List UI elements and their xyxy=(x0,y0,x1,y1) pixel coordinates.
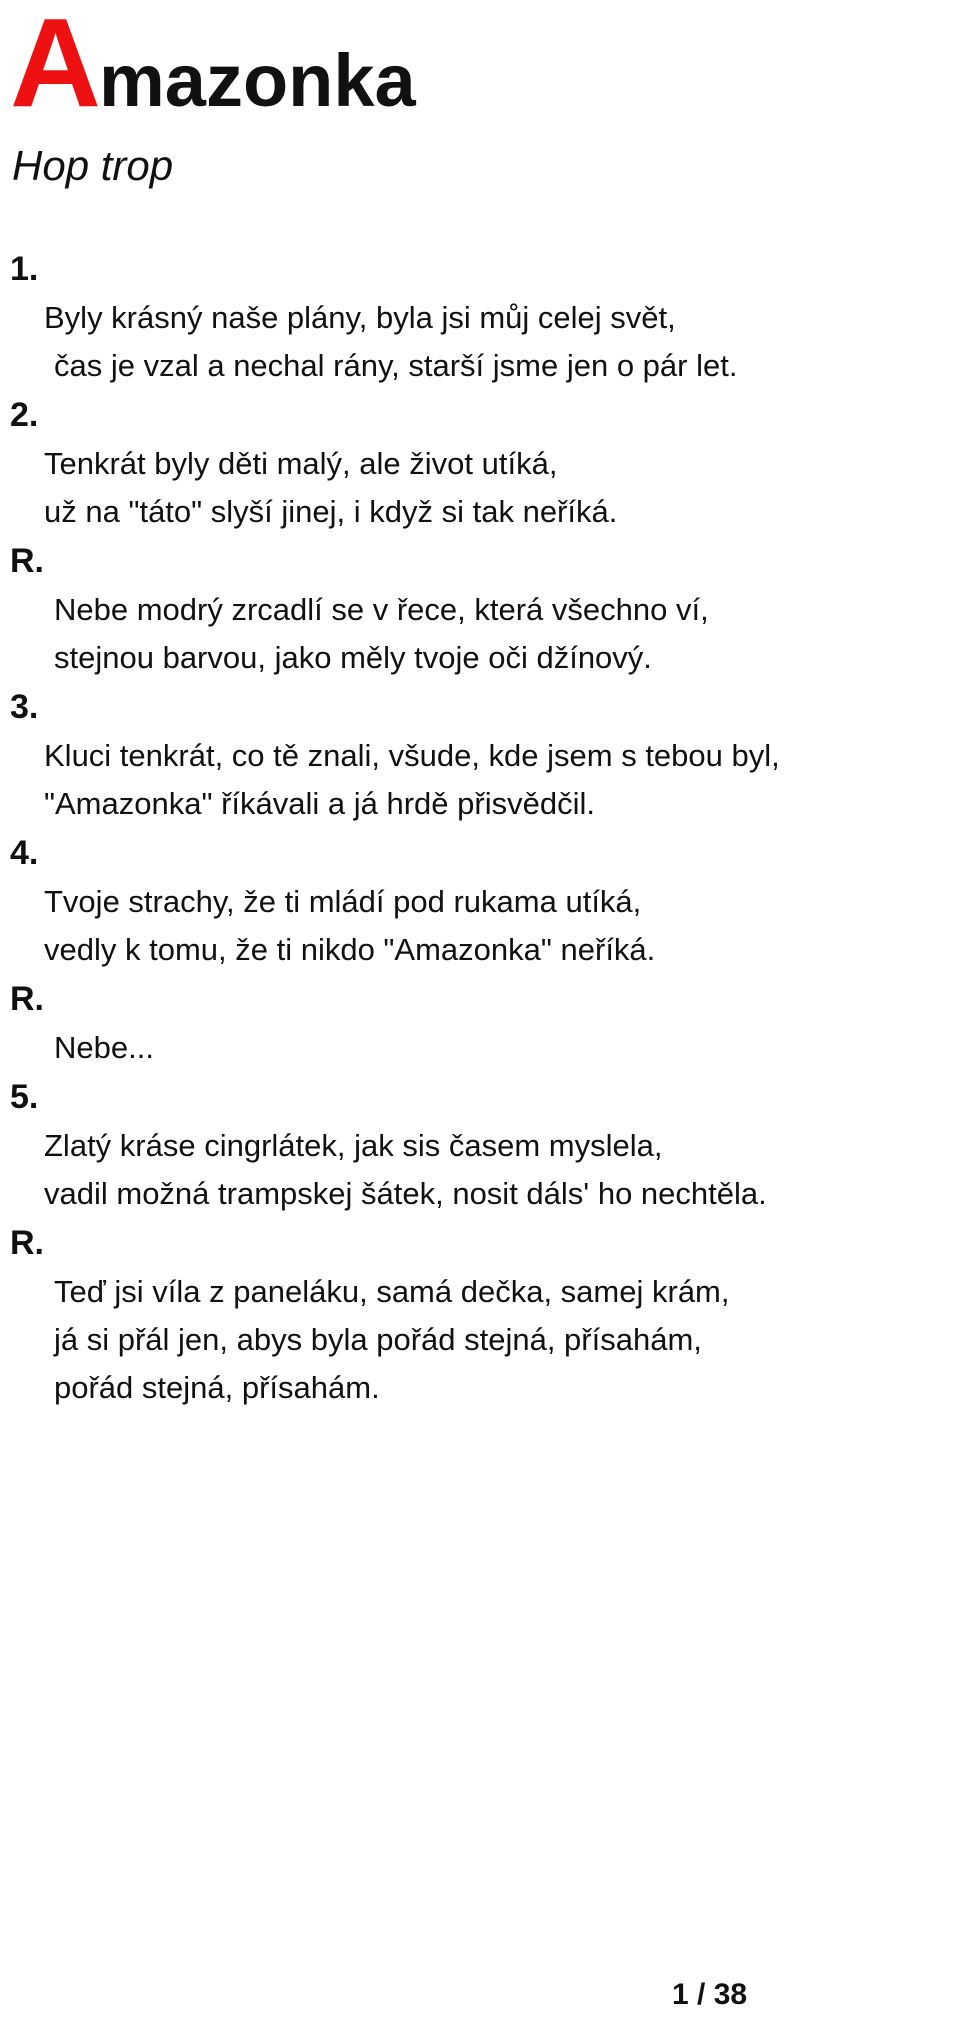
song-title xyxy=(10,0,416,133)
song-artist: Hop trop xyxy=(12,142,174,189)
page-number: 1 / 38 xyxy=(672,1978,748,2011)
verse-1 xyxy=(10,244,950,390)
title-initial: A xyxy=(10,0,99,133)
lyric-line: Kluci tenkrát, co tě znali, všude, kde jsem s tebou byl, xyxy=(44,738,780,773)
lyric-line: vedly k tomu, že ti nikdo "Amazonka" neříká. xyxy=(44,932,656,967)
lyric-line: Byly krásný naše plány, byla jsi můj celej svět, xyxy=(44,300,676,335)
lyric-line: Nebe modrý zrcadlí se v řece, která všechno ví, xyxy=(54,592,709,627)
lyric-line: už na "táto" slyší jinej, i když si tak neříká. xyxy=(44,494,618,529)
lyric-line: já si přál jen, abys byla pořád stejná, přísahám, xyxy=(54,1322,702,1357)
verse-3 xyxy=(10,682,950,828)
lyric-line: "Amazonka" říkávali a já hrdě přisvědčil. xyxy=(44,786,595,821)
verse-5 xyxy=(10,1072,950,1218)
refrain-3 xyxy=(10,1218,950,1412)
lyrics xyxy=(10,244,950,1412)
lyric-line: Zlatý kráse cingrlátek, jak sis časem myslela, xyxy=(44,1128,663,1163)
lyric-line: čas je vzal a nechal rány, starší jsme jen o pár let. xyxy=(54,348,738,383)
lyric-line: vadil možná trampskej šátek, nosit dáls' ho nechtěla. xyxy=(44,1176,767,1211)
section-marker: 2. xyxy=(10,396,39,434)
title-rest: mazonka xyxy=(99,39,416,122)
refrain-2 xyxy=(10,974,950,1072)
section-marker: R. xyxy=(10,1224,44,1262)
verse-4 xyxy=(10,828,950,974)
section-marker: 4. xyxy=(10,834,39,872)
lyric-line: Tvoje strachy, že ti mládí pod rukama utíká, xyxy=(44,884,642,919)
lyric-line: Tenkrát byly děti malý, ale život utíká, xyxy=(44,446,558,481)
section-marker: R. xyxy=(10,542,44,580)
verse-2 xyxy=(10,390,950,536)
section-marker: 5. xyxy=(10,1078,39,1116)
lyric-line: stejnou barvou, jako měly tvoje oči džínový. xyxy=(54,640,652,675)
lyric-line: Nebe... xyxy=(54,1030,154,1065)
refrain-1 xyxy=(10,536,950,682)
lyric-line: pořád stejná, přísahám. xyxy=(54,1370,380,1405)
section-marker: R. xyxy=(10,980,44,1018)
lyric-line: Teď jsi víla z paneláku, samá dečka, samej krám, xyxy=(54,1274,730,1309)
section-marker: 1. xyxy=(10,250,39,288)
section-marker: 3. xyxy=(10,688,39,726)
